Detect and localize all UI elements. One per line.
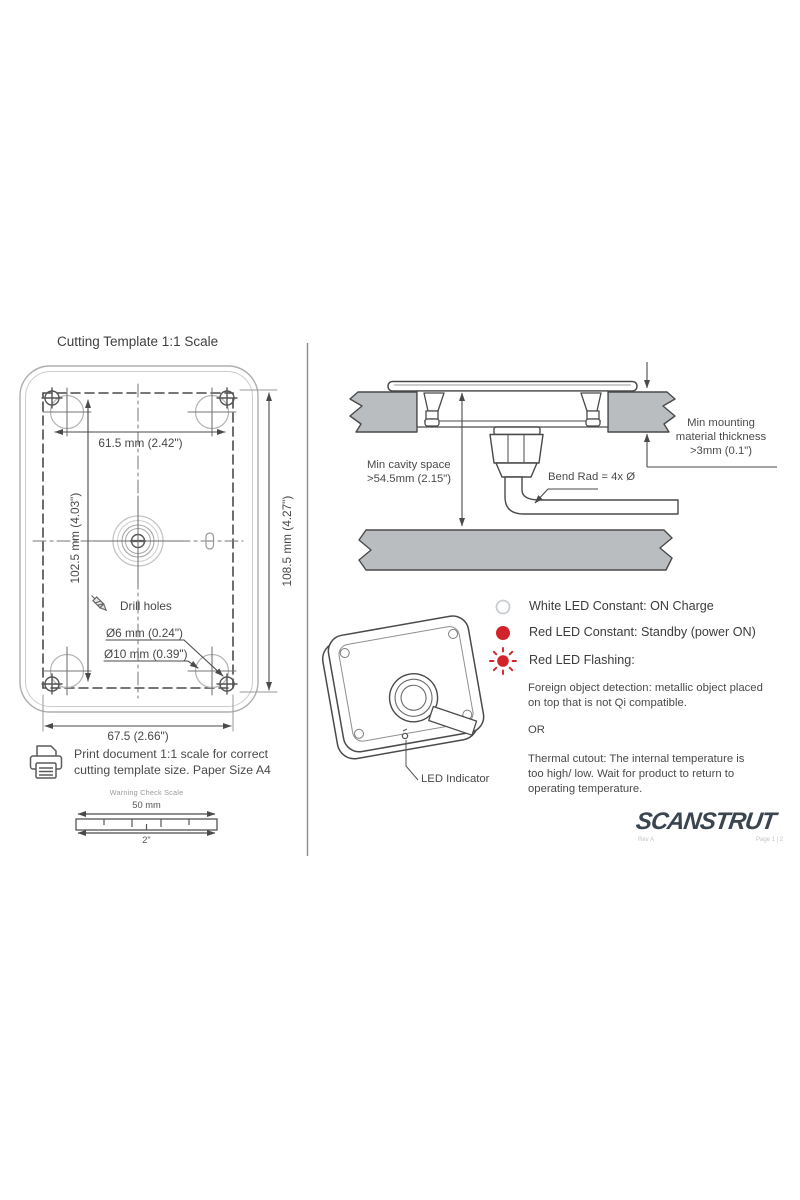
min-cavity-label-2: >54.5mm (2.15") — [367, 473, 452, 485]
scale-check-ruler — [76, 814, 217, 833]
scanstrut-logo: SCANSTRUT — [634, 808, 778, 835]
white-led-icon — [497, 601, 510, 614]
mount-panel-left — [350, 392, 417, 432]
led-legend-icons — [490, 601, 516, 675]
print-note-line1: Print document 1:1 scale for correct — [74, 747, 269, 761]
red-led-icon — [496, 626, 510, 640]
thermal-line2: too high/ low. Wait for product to return to — [528, 768, 735, 780]
cutting-template-drawing — [20, 366, 277, 731]
charger-rear-3d-view — [319, 613, 487, 780]
or-separator: OR — [528, 724, 545, 736]
charger-top-plate — [388, 382, 637, 392]
thermal-line3: operating temperature. — [528, 783, 643, 795]
printer-icon — [31, 746, 62, 778]
dim-width-bottom: 67.5 (2.66") — [107, 729, 169, 743]
min-mount-label-2: material thickness — [675, 431, 767, 443]
thermal-line1: Thermal cutout: The internal temperature is — [528, 753, 745, 765]
led-dot — [402, 733, 407, 738]
template-title: Cutting Template 1:1 Scale — [57, 334, 219, 349]
lower-panel — [359, 530, 672, 570]
led-red-flashing-label: Red LED Flashing: — [529, 653, 635, 667]
drill-small-label: Ø6 mm (0.24") — [106, 626, 183, 640]
min-cavity-label-1: Min cavity space — [367, 459, 451, 471]
charger-body — [417, 391, 608, 427]
foreign-object-line2: on top that is not Qi compatible. — [528, 697, 687, 709]
ruler-imperial-label: 2" — [142, 835, 151, 845]
drill-large-label: Ø10 mm (0.39") — [104, 647, 188, 661]
min-mount-label-1: Min mounting — [687, 417, 755, 429]
warning-check-scale-label: Warning Check Scale — [109, 788, 184, 797]
drill-bit-icon — [90, 594, 108, 612]
footer-page-ref: Page 1 | 2 — [756, 837, 784, 843]
led-white-constant-label: White LED Constant: ON Charge — [529, 599, 714, 613]
foreign-object-line1: Foreign object detection: metallic object placed — [528, 682, 763, 694]
print-note-line2: cutting template size. Paper Size A4 — [74, 763, 271, 777]
dim-width-top: 61.5 mm (2.42") — [98, 436, 183, 450]
led-red-constant-label: Red LED Constant: Standby (power ON) — [529, 625, 756, 639]
led-indicator-label: LED Indicator — [421, 773, 490, 785]
footer-revision: Rev A — [638, 837, 655, 843]
red-led-flashing-icon — [490, 648, 516, 674]
cable-gland-hole — [93, 496, 183, 586]
bend-radius-label: Bend Rad = 4x Ø — [548, 471, 635, 483]
min-mount-label-3: >3mm (0.1") — [689, 445, 753, 457]
dim-height-right: 108.5 mm (4.27") — [279, 495, 294, 587]
ruler-metric-label: 50 mm — [132, 800, 161, 810]
dim-height-left: 102.5 mm (4.03") — [67, 492, 82, 584]
drill-holes-label: Drill holes — [120, 599, 172, 613]
